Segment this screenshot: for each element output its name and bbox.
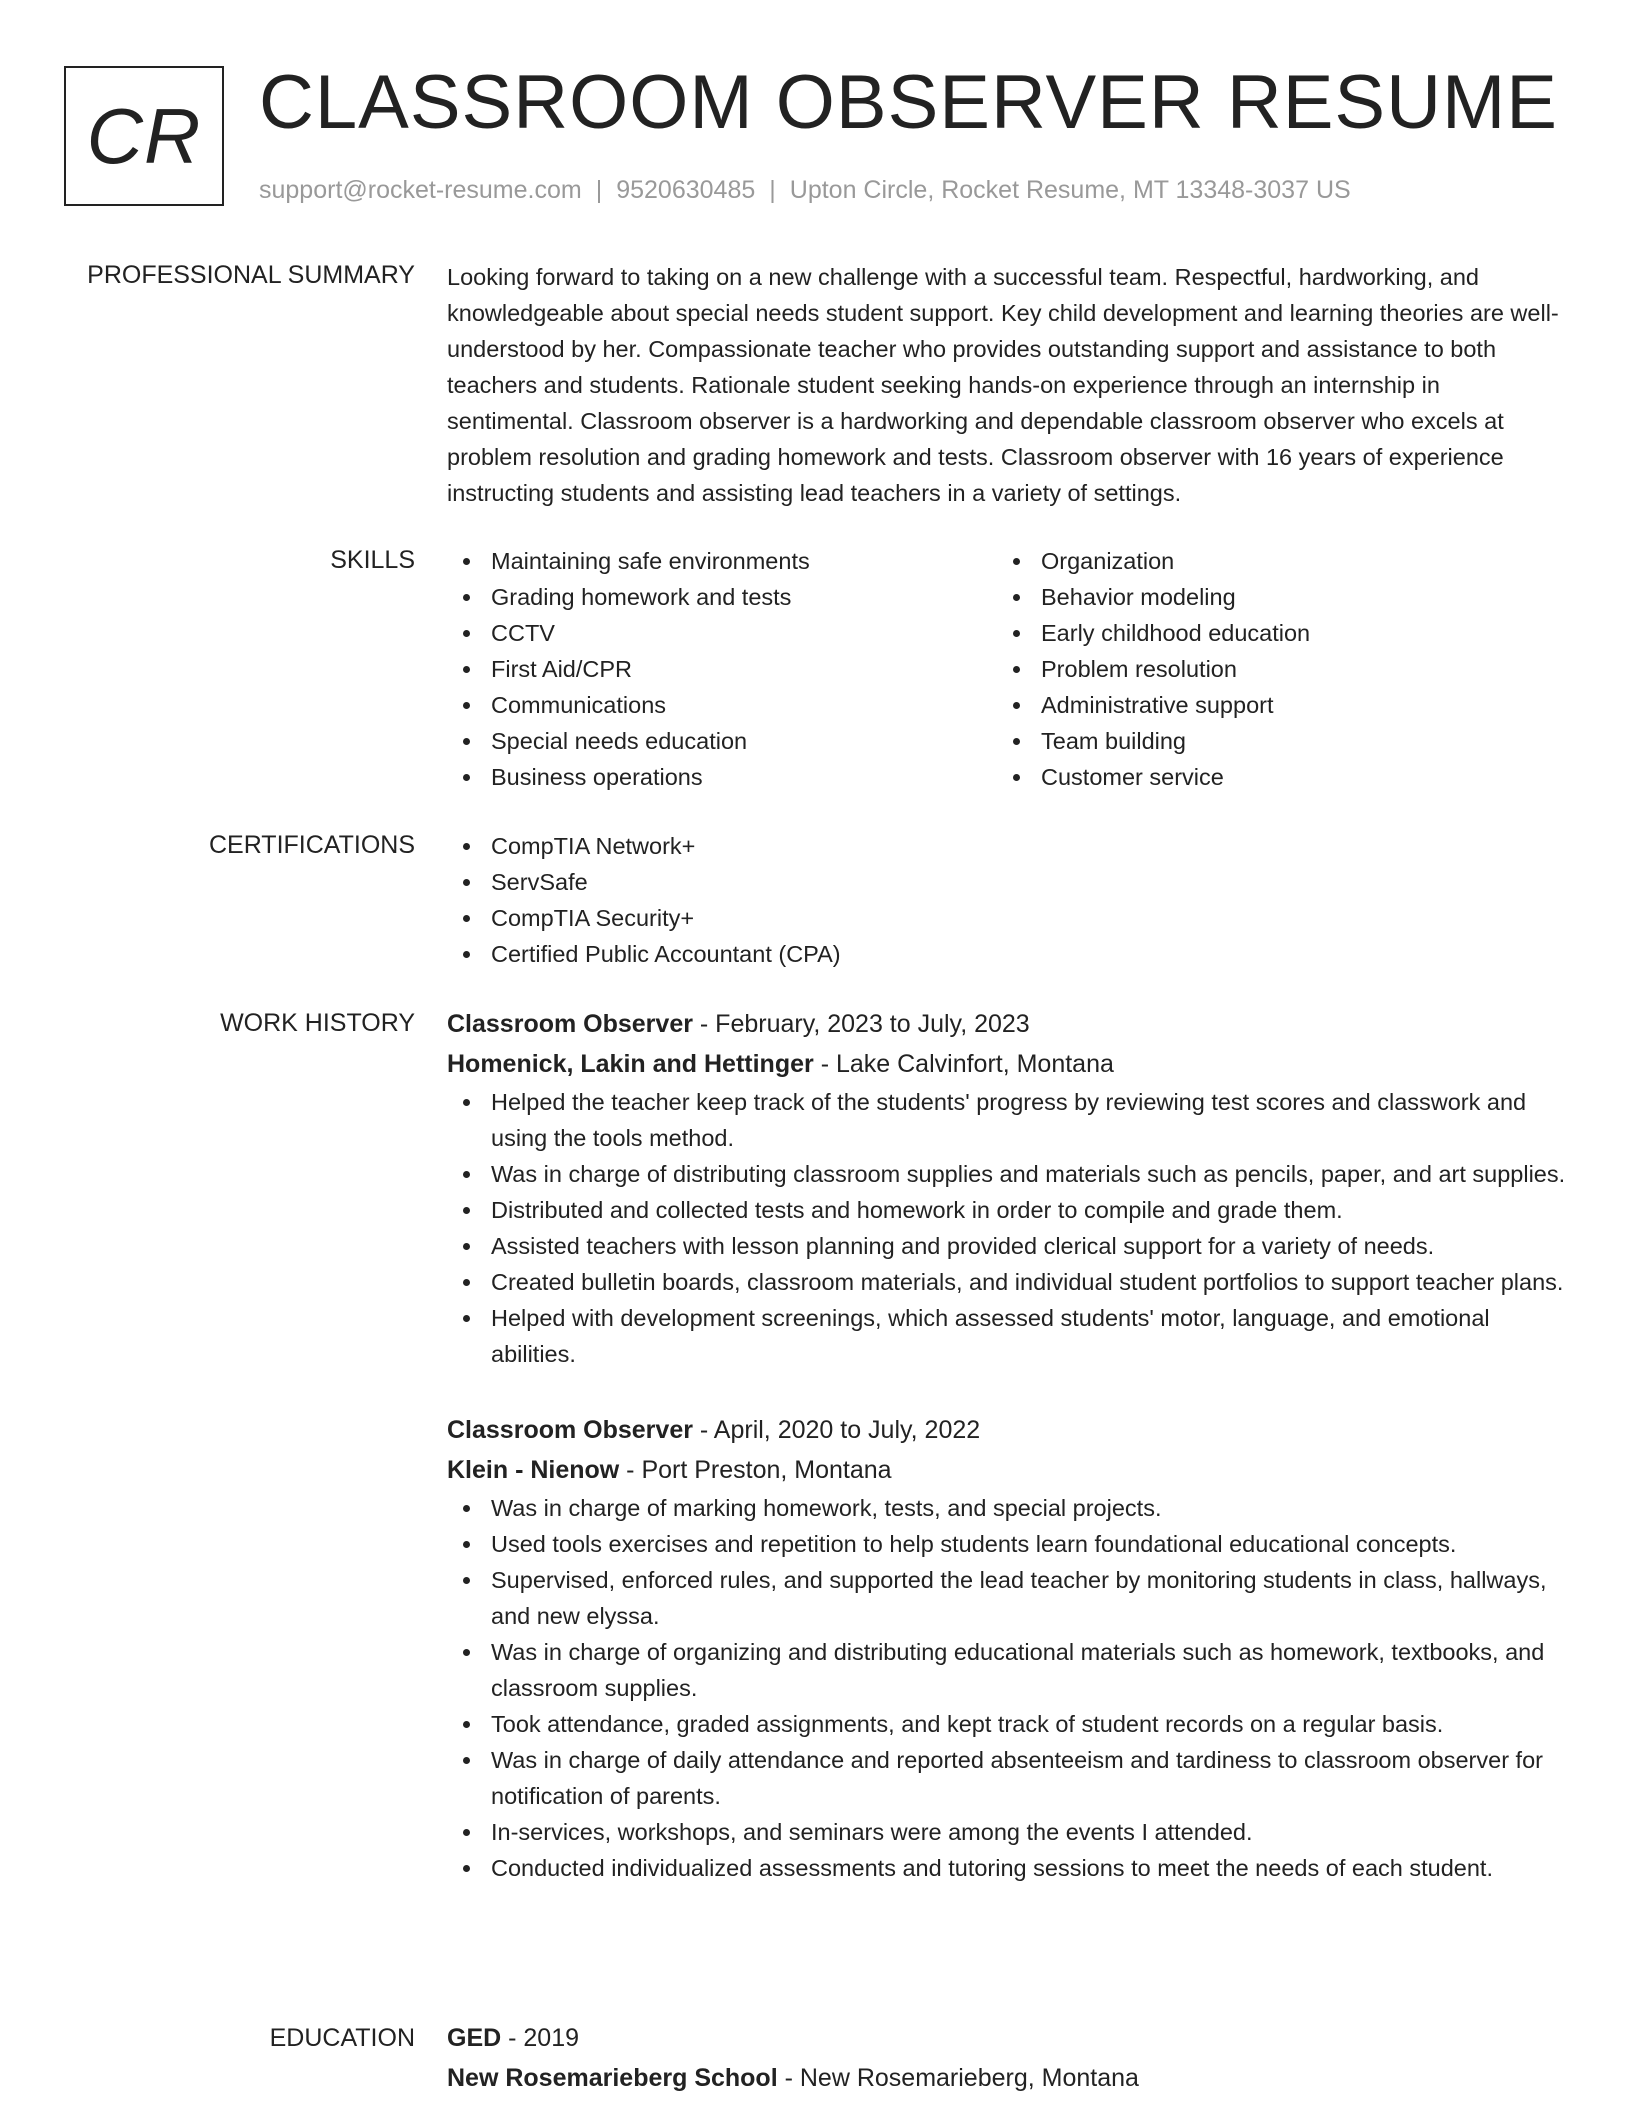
school-location: - New Rosemarieberg, Montana — [777, 2064, 1139, 2092]
address-text: Upton Circle, Rocket Resume, MT 13348-3037 US — [789, 176, 1351, 204]
skill-item: Business operations — [447, 759, 997, 795]
job-title-line — [447, 1410, 1569, 1450]
contact-line — [259, 174, 1351, 206]
job-dates: - February, 2023 to July, 2023 — [692, 1010, 1030, 1038]
job-title-line — [447, 1004, 1569, 1044]
skill-item: Behavior modeling — [997, 579, 1547, 615]
job-duty-item: Was in charge of organizing and distributing educational materials such as homework, textbooks, and classroom supplies. — [447, 1634, 1569, 1706]
job-duty-item: Supervised, enforced rules, and supported the lead teacher by monitoring students in class, hallways, and new elyssa. — [447, 1562, 1569, 1634]
certifications-list — [447, 828, 1569, 972]
job-duty-item: In-services, workshops, and seminars were among the events I attended. — [447, 1814, 1569, 1850]
job-duty-item: Was in charge of marking homework, tests, and special projects. — [447, 1490, 1569, 1526]
company-location: - Port Preston, Montana — [619, 1456, 892, 1484]
company-location: - Lake Calvinfort, Montana — [813, 1050, 1114, 1078]
contact-separator: | — [595, 176, 603, 204]
company-name: Klein - Nienow — [447, 1456, 620, 1484]
page-title: CLASSROOM OBSERVER RESUME — [259, 60, 1559, 145]
skill-item: Administrative support — [997, 687, 1547, 723]
job-dates: - April, 2020 to July, 2022 — [692, 1416, 981, 1444]
job-duty-item: Was in charge of daily attendance and reported absenteeism and tardiness to classroom observer for notification of parents. — [447, 1742, 1569, 1814]
school-name: New Rosemarieberg School — [447, 2064, 778, 2092]
monogram-logo: CR — [64, 66, 224, 206]
certification-item: CompTIA Security+ — [447, 900, 1569, 936]
skill-item: Customer service — [997, 759, 1547, 795]
job-duties-list — [447, 1490, 1569, 1886]
job-duty-item: Created bulletin boards, classroom materials, and individual student portfolios to support teacher plans. — [447, 1264, 1569, 1300]
skill-item: Communications — [447, 687, 997, 723]
job-duties-list — [447, 1084, 1569, 1372]
certification-item: Certified Public Accountant (CPA) — [447, 936, 1569, 972]
skill-item: Problem resolution — [997, 651, 1547, 687]
job-duty-item: Distributed and collected tests and homework in order to compile and grade them. — [447, 1192, 1569, 1228]
job-duty-item: Conducted individualized assessments and tutoring sessions to meet the needs of each student. — [447, 1850, 1569, 1886]
degree-year: - 2019 — [501, 2024, 580, 2052]
skills-list-right — [997, 543, 1547, 795]
certification-item: ServSafe — [447, 864, 1569, 900]
certification-item: CompTIA Network+ — [447, 828, 1569, 864]
skill-item: First Aid/CPR — [447, 651, 997, 687]
job-title: Classroom Observer — [447, 1010, 693, 1038]
skills-section — [447, 543, 1569, 795]
degree-name: GED — [447, 2024, 502, 2052]
job-duty-item: Was in charge of distributing classroom supplies and materials such as pencils, paper, and art supplies. — [447, 1156, 1569, 1192]
certifications-section — [447, 828, 1569, 972]
education-school-line — [447, 2058, 1569, 2098]
summary-text: Looking forward to taking on a new challenge with a successful team. Respectful, hardworking, and knowledgeable about special needs student support. Key child development and learning theories are well-understood by her. Compassionate teacher who provides outstanding support and assistance to both teachers and students. Rationale student seeking hands-on experience through an internship in sentimental. Classroom observer is a hardworking and dependable classroom observer who excels at problem resolution and grading homework and tests. Classroom observer with 16 years of experience instructing students and assisting lead teachers in a variety of settings. — [447, 264, 1559, 506]
work-history-heading: WORK HISTORY — [220, 1009, 415, 1037]
education-degree-line — [447, 2018, 1569, 2058]
job-duty-item: Helped the teacher keep track of the students' progress by reviewing test scores and classwork and using the tools method. — [447, 1084, 1569, 1156]
education-section — [447, 2018, 1569, 2098]
job-entry — [447, 1410, 1569, 1886]
skill-item: Grading homework and tests — [447, 579, 997, 615]
phone-text: 9520630485 — [616, 176, 756, 204]
skill-item: Early childhood education — [997, 615, 1547, 651]
job-duty-item: Helped with development screenings, which assessed students' motor, language, and emotional abilities. — [447, 1300, 1569, 1372]
job-duty-item: Assisted teachers with lesson planning and provided clerical support for a variety of needs. — [447, 1228, 1569, 1264]
skill-item: Team building — [997, 723, 1547, 759]
skill-item: Organization — [997, 543, 1547, 579]
job-entry — [447, 1004, 1569, 1372]
skill-item: Maintaining safe environments — [447, 543, 997, 579]
email-text: support@rocket-resume.com — [259, 176, 582, 204]
job-company-line — [447, 1044, 1569, 1084]
summary-heading: PROFESSIONAL SUMMARY — [87, 261, 415, 289]
contact-separator: | — [769, 176, 776, 204]
job-company-line — [447, 1450, 1569, 1490]
work-history-section — [447, 1004, 1569, 1886]
certifications-heading: CERTIFICATIONS — [208, 831, 415, 859]
skill-item: Special needs education — [447, 723, 997, 759]
company-name: Homenick, Lakin and Hettinger — [447, 1050, 814, 1078]
job-duty-item: Used tools exercises and repetition to help students learn foundational educational concepts. — [447, 1526, 1569, 1562]
skills-heading: SKILLS — [330, 546, 415, 574]
job-duty-item: Took attendance, graded assignments, and kept track of student records on a regular basis. — [447, 1706, 1569, 1742]
skill-item: CCTV — [447, 615, 997, 651]
summary-section — [447, 259, 1569, 511]
education-heading: EDUCATION — [269, 2024, 415, 2052]
skills-list-left — [447, 543, 997, 795]
job-title: Classroom Observer — [447, 1416, 693, 1444]
